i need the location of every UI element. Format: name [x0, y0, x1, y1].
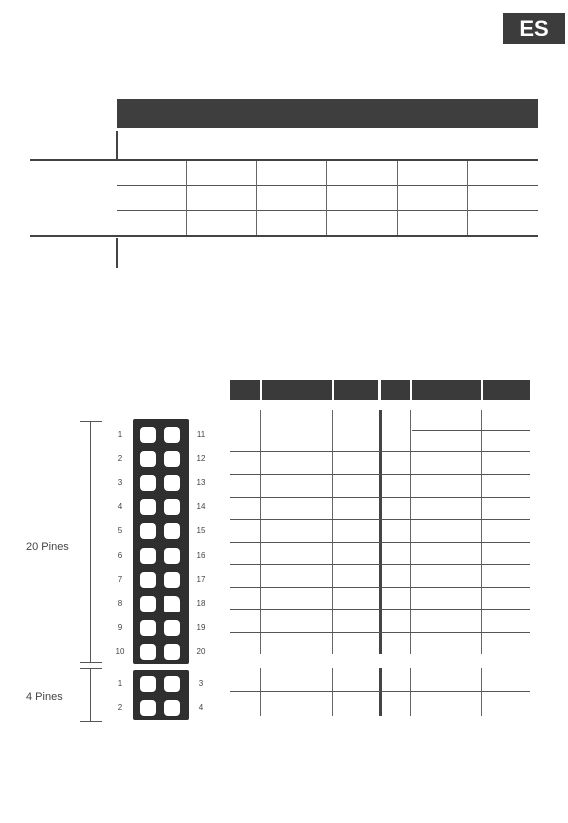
pinout-row-line — [230, 587, 530, 588]
language-badge: ES — [503, 13, 565, 44]
spec-table-col-sep — [467, 161, 468, 235]
pin-socket — [163, 498, 181, 516]
pin-socket — [163, 474, 181, 492]
pinout-row-line — [230, 564, 530, 565]
pinout-row-line — [230, 609, 530, 610]
pinout-row-line — [230, 542, 530, 543]
pin-number: 2 — [117, 454, 123, 464]
pinout-col-sep — [260, 410, 261, 654]
pin-number: 12 — [196, 454, 206, 464]
pinout-row-line — [230, 632, 530, 633]
pin-number: 1 — [117, 430, 123, 439]
pinout-header-cell — [483, 380, 530, 400]
pin-socket — [163, 619, 181, 637]
pin-socket — [139, 498, 157, 516]
pinout-row-line — [230, 691, 530, 692]
spec-table-rule — [30, 235, 538, 237]
pin-socket — [139, 643, 157, 661]
pin-number: 14 — [196, 502, 206, 512]
pin-socket — [163, 547, 181, 565]
spec-table-col-sep — [186, 161, 187, 235]
pin-socket — [163, 595, 181, 613]
pinout-col-sep — [332, 410, 333, 654]
spec-table-col-sep — [326, 161, 327, 235]
pinout-header-cell — [262, 380, 332, 400]
spec-table-col-sep — [256, 161, 257, 235]
pin-number: 19 — [196, 622, 206, 632]
bracket-main — [80, 662, 102, 663]
main-connector-label: 20 Pines — [26, 541, 69, 553]
bracket-aux — [80, 668, 102, 669]
pinout-row-line — [230, 451, 530, 452]
spec-table-col-sep — [397, 161, 398, 235]
pinout-col-sep — [260, 668, 261, 716]
pin-number: 4 — [117, 502, 123, 512]
spec-table-rule — [117, 185, 538, 186]
bracket-aux — [90, 668, 91, 721]
pin-socket — [163, 450, 181, 468]
bracket-main — [80, 421, 102, 422]
pin-number: 7 — [117, 574, 123, 584]
pinout-row-line — [230, 519, 530, 520]
pinout-col-sep — [332, 668, 333, 716]
pin-socket — [139, 474, 157, 492]
pinout-col-sep — [410, 410, 411, 654]
pin-socket — [163, 571, 181, 589]
spec-table-divider-bottom — [116, 238, 118, 268]
pin-socket — [139, 571, 157, 589]
pin-number: 8 — [117, 598, 123, 608]
pin-socket — [139, 522, 157, 540]
pin-number: 16 — [196, 550, 206, 560]
pin-socket — [163, 675, 181, 693]
pinout-header-cell — [412, 380, 481, 400]
pin-number: 5 — [117, 526, 123, 536]
pin-number: 4 — [198, 703, 204, 712]
spec-table-header-bar — [117, 99, 538, 128]
pinout-header-cell — [334, 380, 378, 400]
pinout-row-line — [230, 497, 530, 498]
pin-socket — [163, 699, 181, 717]
pin-number: 3 — [198, 679, 204, 688]
pin-number: 9 — [117, 622, 123, 632]
pinout-center-divider — [379, 668, 382, 716]
pinout-header-cell — [381, 380, 410, 400]
pin-number: 1 — [117, 679, 123, 688]
bracket-aux — [80, 721, 102, 722]
pin-socket — [139, 547, 157, 565]
pinout-col-sep — [481, 668, 482, 716]
pin-number: 20 — [196, 646, 206, 656]
pin-socket — [139, 675, 157, 693]
pin-number: 17 — [196, 574, 206, 584]
pinout-row-line — [230, 474, 530, 475]
pinout-row-line — [412, 430, 530, 431]
spec-table-divider-top — [116, 131, 118, 159]
pin-socket — [163, 643, 181, 661]
pin-socket — [139, 699, 157, 717]
pin-socket — [139, 619, 157, 637]
pin-number: 18 — [196, 598, 206, 608]
pin-socket — [139, 595, 157, 613]
pin-number: 3 — [117, 478, 123, 488]
pin-number: 11 — [196, 430, 206, 439]
pin-number: 15 — [196, 526, 206, 536]
pin-number: 13 — [196, 478, 206, 488]
pinout-col-sep — [481, 410, 482, 654]
pin-number: 10 — [115, 646, 125, 656]
pin-socket — [139, 450, 157, 468]
pin-socket — [163, 426, 181, 444]
pinout-center-divider — [379, 410, 382, 654]
pinout-header-cell — [230, 380, 260, 400]
aux-connector-label: 4 Pines — [26, 691, 63, 703]
pin-number: 2 — [117, 703, 123, 712]
spec-table-rule — [30, 159, 538, 161]
bracket-main — [90, 421, 91, 662]
pin-socket — [163, 522, 181, 540]
pin-number: 6 — [117, 550, 123, 560]
pinout-col-sep — [410, 668, 411, 716]
spec-table-rule — [117, 210, 538, 211]
pin-socket — [139, 426, 157, 444]
